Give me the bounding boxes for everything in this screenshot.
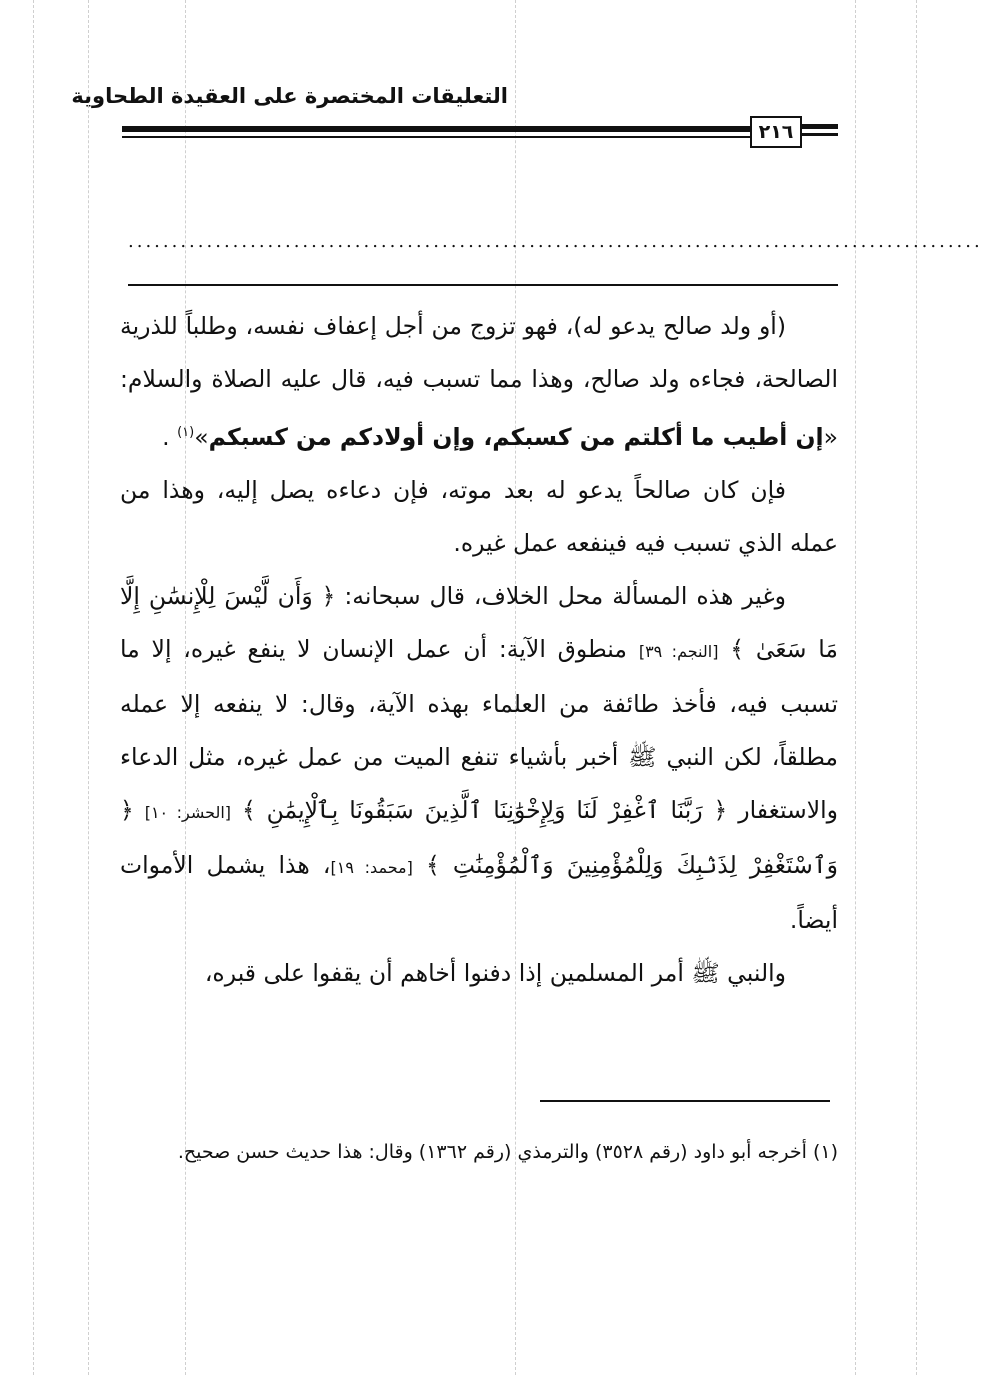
page-number: ٢١٦ (750, 116, 802, 148)
header-rule-right-thin (802, 133, 838, 136)
footnote-reference: (١) (177, 425, 195, 440)
paragraph-3-intro: وغير هذه المسألة محل الخلاف، قال سبحانه: (335, 581, 786, 610)
main-text (120, 300, 838, 1000)
paragraph-1-intro: (أو ولد صالح يدعو له)، فهو تزوج من أجل إعفاف نفسه، وطلباً للذرية الصالحة، فجاءه ولد صالح، وهذا مما تسبب فيه، قال عليه الصلاة والسلام: « (120, 312, 838, 451)
hadith-quote: إن أطيب ما أكلتم من كسبكم، وإن أولادكم من كسبكم (208, 422, 824, 451)
dotted-separator: .................................................................................................. (128, 231, 983, 252)
paragraph-3 (120, 570, 838, 947)
paragraph-3-end: ، هذا يشمل الأموات أيضاً. (120, 850, 838, 934)
footnote (120, 1132, 838, 1172)
quran-verse-muhammad: ﴿ وَٱسْتَغْفِرْ لِذَنۢبِكَ وَلِلْمُؤْمِنِينَ وَٱلْمُؤْمِنَٰتِ ﴾ (120, 795, 838, 879)
paragraph-3-body: منطوق الآية: أن عمل الإنسان لا ينفع غيره، إلا ما تسبب فيه، فأخذ طائفة من العلماء بهذه الآية، وقال: لا ينفعه إلا عمله مطلقاً، لكن النبي ﷺ أخبر بأشياء تنفع الميت من عمل غيره، مثل الدعاء والاستغفار (120, 634, 839, 824)
scan-guide-line (855, 0, 856, 1375)
header-rule-right (802, 124, 838, 129)
content-top-rule (128, 284, 838, 286)
verse-citation-hashr: [الحشر: ١٠] (144, 802, 232, 822)
verse-citation-najm: [النجم: ٣٩] (638, 641, 719, 661)
footnote-marker: (١) (812, 1141, 838, 1163)
quran-verse-hashr: ﴿ رَبَّنَا ٱغْفِرْ لَنَا وَلِإِخْوَٰنِنَا ٱلَّذِينَ سَبَقُونَا بِٱلْإِيمَٰنِ ﴾ (241, 795, 728, 824)
scan-guide-line (916, 0, 917, 1375)
header-rule-thick (122, 126, 750, 132)
quote-close: » (194, 422, 209, 451)
running-header-title: التعليقات المختصرة على العقيدة الطحاوية (71, 84, 508, 108)
verse-citation-muhammad: [محمد: ١٩] (330, 857, 413, 877)
footnote-text: أخرجه أبو داود (رقم ٣٥٢٨) والترمذي (رقم ١٣٦٢) وقال: هذا حديث حسن صحيح. (177, 1141, 807, 1163)
footnote-rule (540, 1100, 830, 1102)
header-rule-thin (122, 136, 750, 138)
paragraph-4: والنبي ﷺ أمر المسلمين إذا دفنوا أخاهم أن يقفوا على قبره، (204, 958, 786, 987)
paragraph-1-end: . (162, 422, 170, 451)
scan-guide-line (33, 0, 34, 1375)
paragraph-1 (120, 300, 838, 464)
quran-verse-najm: ﴿ وَأَن لَّيْسَ لِلْإِنسَٰنِ إِلَّا مَا سَعَىٰ ﴾ (120, 581, 838, 663)
paragraph-2: فإن كان صالحاً يدعو له بعد موته، فإن دعاءه يصل إليه، وهذا من عمله الذي تسبب فيه فينفعه عمل غيره. (120, 475, 838, 557)
scan-guide-line (88, 0, 89, 1375)
